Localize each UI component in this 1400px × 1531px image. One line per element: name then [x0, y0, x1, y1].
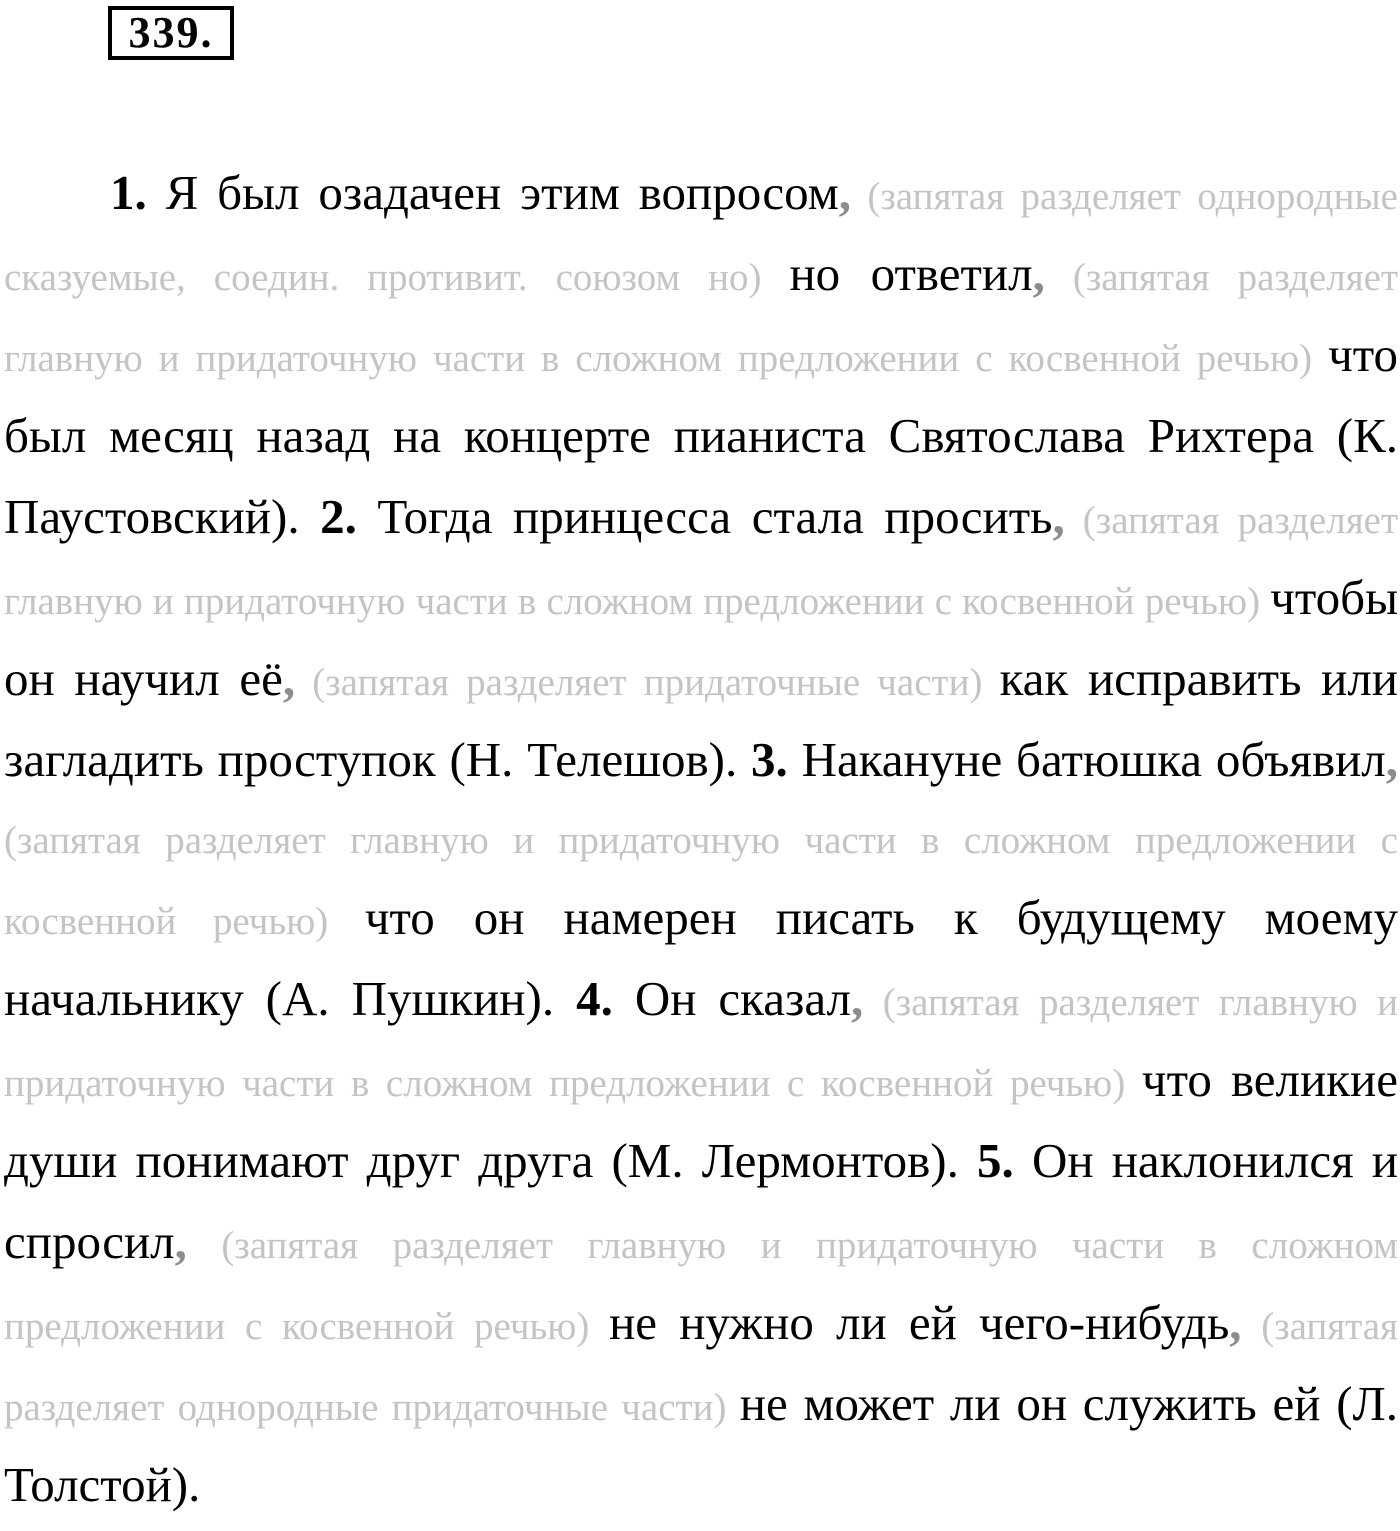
sentence-text: Тогда принцесса стала просить [377, 489, 1053, 544]
punctuation-note: (запятая разделяет главную и придаточную части в сложном предложении с косвенной речью) [4, 819, 1398, 943]
punctuation-note: (запятая разделяет главную и придаточную части в сложном предложении с косвенной речью) [4, 981, 1398, 1105]
comma-mark: , [850, 971, 864, 1026]
sentence-text: не может ли он служить ей (Л. Толстой). [4, 1376, 1398, 1512]
comma-mark: , [838, 165, 852, 220]
sentence-number: 1. [110, 165, 166, 220]
exercise-text [4, 158, 1398, 1531]
punctuation-note: (запятая разделяет главную и придаточную части в сложном предложении с косвенной речью) [4, 256, 1398, 380]
sentence-text: что он намерен писать к будущему моему начальнику (А. Пушкин). [4, 890, 1398, 1026]
sentence-text: что великие души понимают друг друга (М. Лермонтов). [4, 1052, 1398, 1188]
sentence-number: 2. [320, 489, 378, 544]
comma-mark: , [1229, 1295, 1242, 1350]
comma-mark: , [1385, 732, 1399, 787]
sentence-text: Накануне батюшка объявил [801, 732, 1386, 787]
punctuation-note: (запятая разделяет главную и придаточную части в сложном предложении с косвенной речью) [4, 1224, 1398, 1348]
sentence-number: 3. [751, 732, 802, 787]
sentence-text: что был месяц назад на концерте пианиста Святослава Рихтера (К. Паустовский). [4, 327, 1398, 544]
sentence-text: Он сказал [634, 971, 851, 1026]
exercise-number: 339. [128, 8, 214, 57]
sentence-text: Я был озадачен этим вопросом [165, 165, 839, 220]
comma-mark: , [1032, 246, 1045, 301]
comma-mark: , [174, 1214, 187, 1269]
punctuation-note: (запятая разделяет однородные придаточные части) [4, 1305, 1398, 1429]
comma-mark: , [282, 651, 296, 706]
sentence-text: Он наклонился и спросил [4, 1133, 1398, 1269]
exercise-number-box [108, 6, 234, 60]
punctuation-note: (запятая разделяет главную и придаточную части в сложном предложении с косвенной речью) [4, 499, 1398, 623]
sentence-text: чтобы он научил её [4, 570, 1398, 706]
punctuation-note: (запятая разделяет однородные сказуемые, соедин. противит. союзом но) [4, 175, 1398, 299]
comma-mark: , [1052, 489, 1065, 544]
sentence-text: но ответил [789, 246, 1033, 301]
punctuation-note: (запятая разделяет придаточные части) [295, 661, 1000, 704]
sentence-number: 5. [977, 1133, 1032, 1188]
sentence-number: 4. [576, 971, 635, 1026]
sentence-text: как исправить или загладить проступок (Н. Телешов). [4, 651, 1398, 787]
sentence-text: не нужно ли ей чего-нибудь [609, 1295, 1230, 1350]
